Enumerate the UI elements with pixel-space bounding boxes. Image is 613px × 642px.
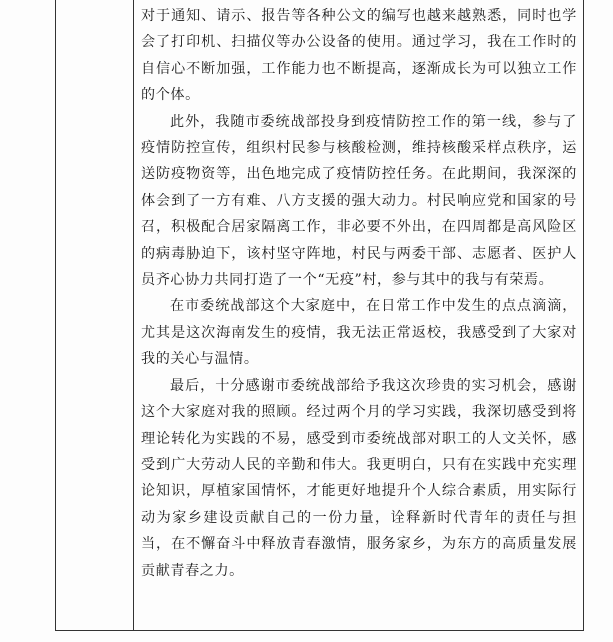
table-border-right [583, 0, 584, 630]
table-border-bottom [55, 630, 584, 631]
text-line: 尤其是这次海南发生的疫情，我无法正常返校，我感受到了大家对 [141, 324, 577, 341]
text-line: 论知识，厚植家国情怀，才能更好地提升个人综合素质，用实际行 [141, 483, 577, 500]
paragraph-3 [141, 293, 577, 372]
text-line: 贡献青春之力。 [141, 562, 244, 579]
content-cell [141, 3, 577, 584]
paragraph-4 [141, 373, 577, 584]
text-line: 会了打印机、扫描仪等办公设备的使用。通过学习，我在工作时的 [141, 34, 577, 51]
text-line: 在市委统战部这个大家庭中，在日常工作中发生的点点滴滴， [170, 298, 577, 315]
text-line: 动为家乡建设贡献自己的一份力量，诠释新时代青年的责任与担 [141, 509, 577, 526]
paragraph-1 [141, 3, 577, 109]
text-line: 当，在不懈奋斗中释放青春激情，服务家乡，为东方的高质量发展 [141, 536, 577, 553]
text-line: 疫情防控宣传，组织村民参与核酸检测，维持核酸采样点秩序，运 [141, 140, 577, 157]
text-line: 最后，十分感谢市委统战部给予我这次珍贵的实习机会，感谢 [170, 377, 577, 394]
text-line: 的病毒胁迫下，该村坚守阵地，村民与两委干部、志愿者、医护人 [141, 245, 577, 262]
table-border-column-divider [133, 0, 134, 630]
table-border-left [55, 0, 56, 630]
text-line: 对于通知、请示、报告等各种公文的编写也越来越熟悉，同时也学 [141, 8, 577, 24]
text-line: 自信心不断加强，工作能力也不断提高，逐渐成长为可以独立工作 [141, 60, 577, 77]
text-line: 我的关心与温情。 [141, 351, 259, 368]
text-line: 这个大家庭对我的照顾。经过两个月的学习实践，我深切感受到将 [141, 404, 577, 421]
text-line: 体会到了一方有难、八方支援的强大动力。村民响应党和国家的号 [141, 192, 577, 209]
text-line: 此外，我随市委统战部投身到疫情防控工作的第一线，参与了 [170, 113, 577, 130]
paragraph-2 [141, 109, 577, 294]
text-line: 理论转化为实践的不易，感受到市委统战部对职工的人文关怀，感 [141, 430, 577, 447]
text-line: 召，积极配合居家隔离工作，非必要不外出，在四周都是高风险区 [141, 219, 577, 236]
text-line: 送防疫物资等，出色地完成了疫情防控任务。在此期间，我深深的 [141, 166, 577, 183]
text-line: 受到广大劳动人民的辛勤和伟大。我更明白，只有在实践中充实理 [141, 456, 577, 473]
text-line: 的个体。 [141, 87, 200, 104]
text-line: 员齐心协力共同打造了一个“无疫”村，参与其中的我与有荣焉。 [141, 272, 554, 289]
